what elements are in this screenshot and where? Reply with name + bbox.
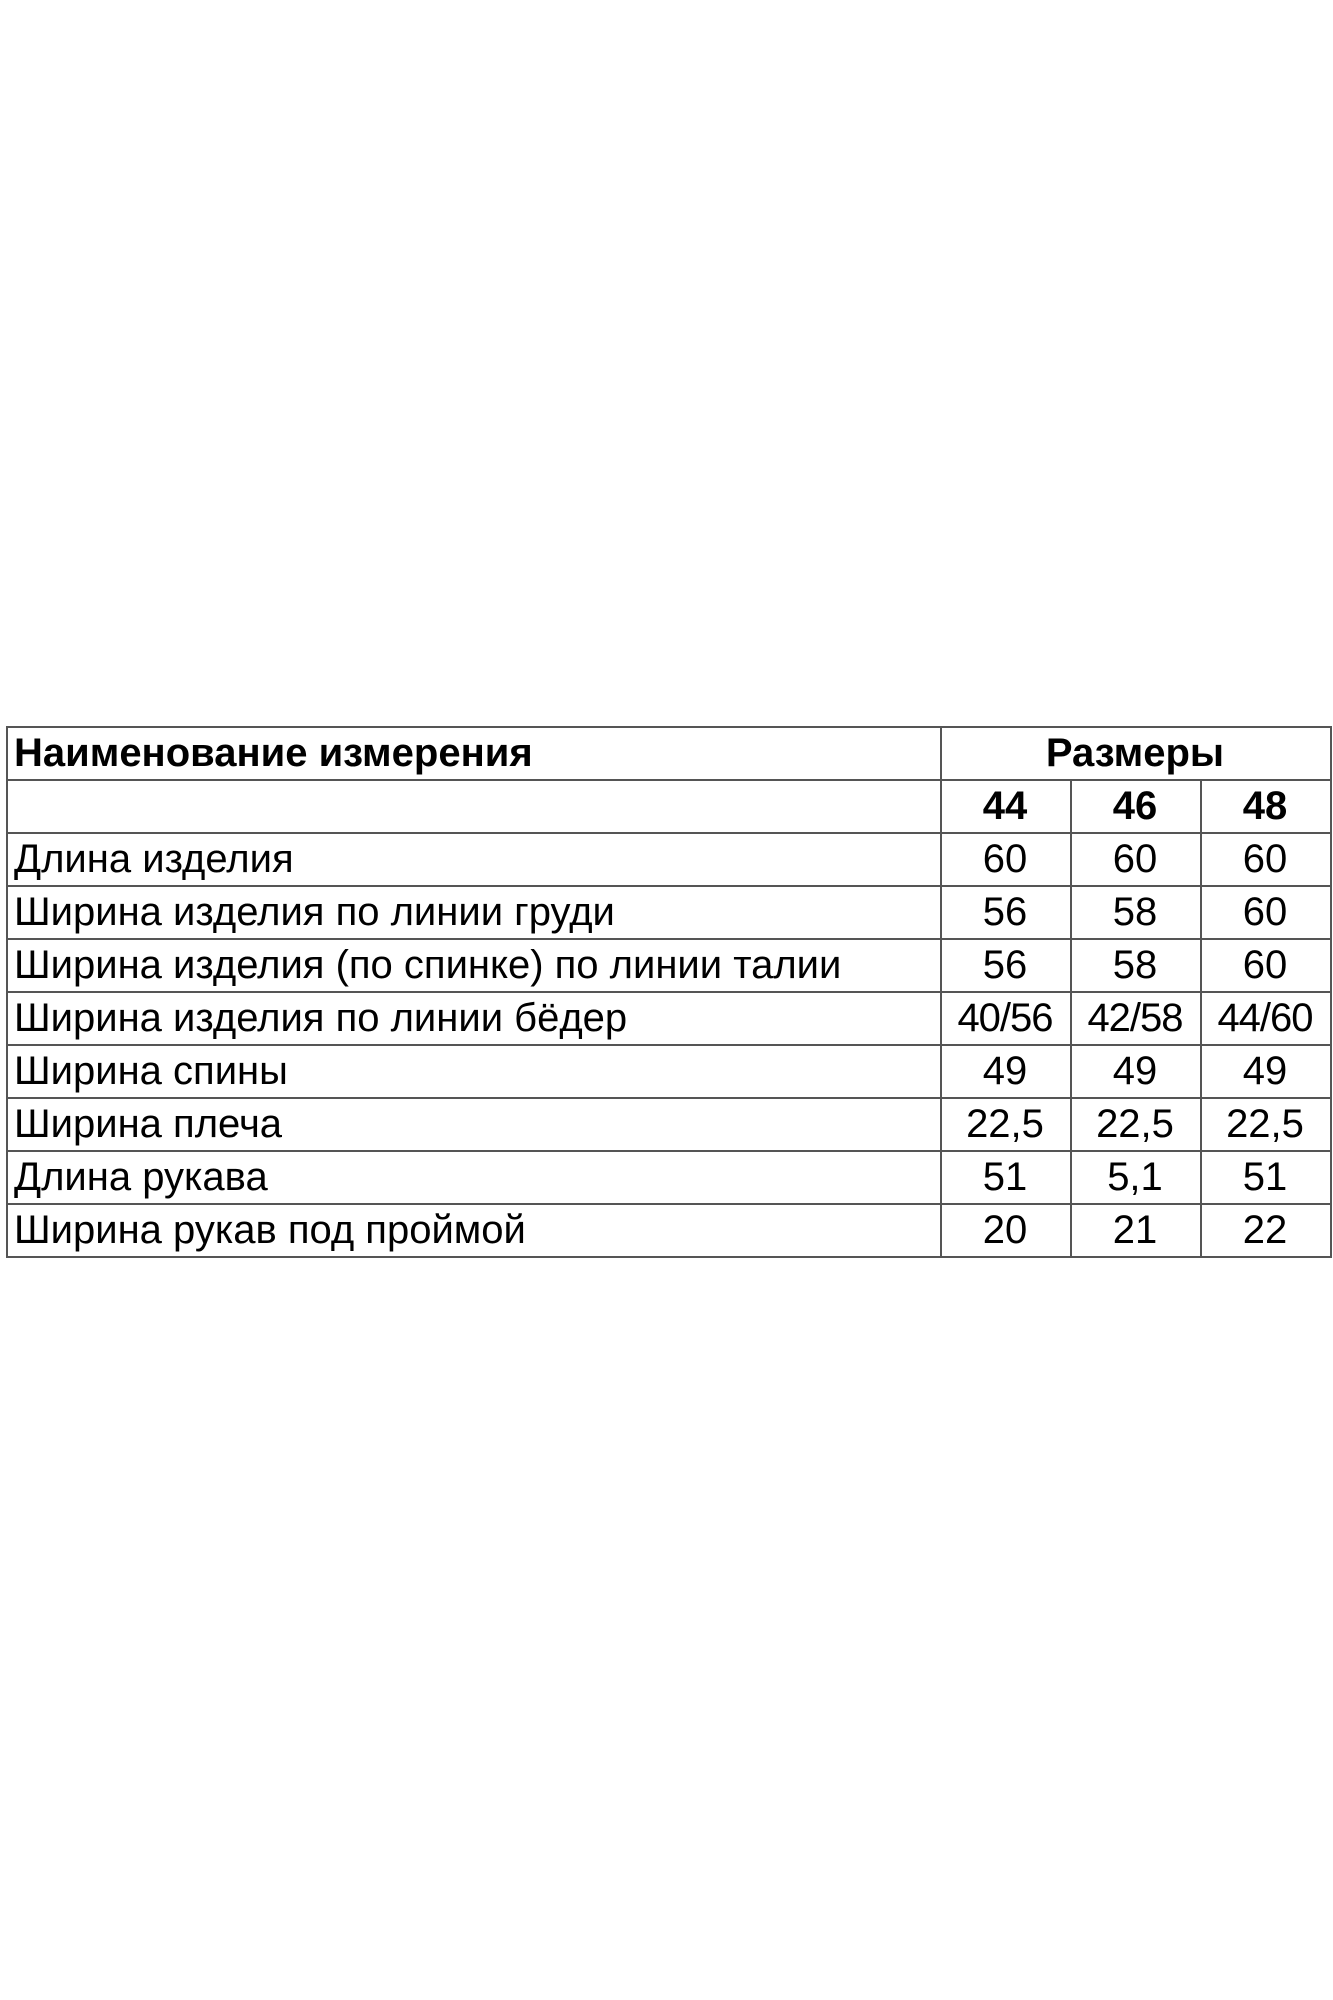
row-value: 5,1 xyxy=(1071,1151,1201,1204)
table-row xyxy=(7,1045,1331,1098)
row-value: 22 xyxy=(1201,1204,1331,1257)
row-label: Длина рукава xyxy=(7,1151,941,1204)
row-value: 20 xyxy=(941,1204,1071,1257)
row-label: Ширина изделия по линии груди xyxy=(7,886,941,939)
row-value: 56 xyxy=(941,939,1071,992)
row-value: 60 xyxy=(1201,833,1331,886)
row-label: Ширина плеча xyxy=(7,1098,941,1151)
row-label: Ширина спины xyxy=(7,1045,941,1098)
empty-cell xyxy=(7,780,941,833)
table-row xyxy=(7,1151,1331,1204)
row-value: 51 xyxy=(941,1151,1071,1204)
row-label: Ширина изделия (по спинке) по линии талии xyxy=(7,939,941,992)
row-value: 40/56 xyxy=(941,992,1071,1045)
table-row xyxy=(7,939,1331,992)
row-value: 60 xyxy=(1201,886,1331,939)
table-row xyxy=(7,1204,1331,1257)
row-label: Ширина изделия по линии бёдер xyxy=(7,992,941,1045)
size-48-header: 48 xyxy=(1201,780,1331,833)
table-row xyxy=(7,833,1331,886)
size-46-header: 46 xyxy=(1071,780,1201,833)
row-value: 22,5 xyxy=(941,1098,1071,1151)
row-value: 60 xyxy=(1071,833,1201,886)
header-row xyxy=(7,727,1331,780)
table-row xyxy=(7,886,1331,939)
table-row xyxy=(7,1098,1331,1151)
row-label: Ширина рукав под проймой xyxy=(7,1204,941,1257)
row-value: 60 xyxy=(1201,939,1331,992)
table-row xyxy=(7,992,1331,1045)
sizes-header: Размеры xyxy=(941,727,1331,780)
row-value: 42/58 xyxy=(1071,992,1201,1045)
row-value: 56 xyxy=(941,886,1071,939)
row-value: 21 xyxy=(1071,1204,1201,1257)
row-value: 51 xyxy=(1201,1151,1331,1204)
size-chart-table xyxy=(6,726,1332,1258)
row-value: 22,5 xyxy=(1201,1098,1331,1151)
row-label: Длина изделия xyxy=(7,833,941,886)
size-numbers-row xyxy=(7,780,1331,833)
row-value: 22,5 xyxy=(1071,1098,1201,1151)
row-value: 49 xyxy=(941,1045,1071,1098)
size-44-header: 44 xyxy=(941,780,1071,833)
row-value: 49 xyxy=(1201,1045,1331,1098)
row-value: 44/60 xyxy=(1201,992,1331,1045)
row-value: 60 xyxy=(941,833,1071,886)
row-value: 49 xyxy=(1071,1045,1201,1098)
measurement-name-header: Наименование измерения xyxy=(7,727,941,780)
row-value: 58 xyxy=(1071,939,1201,992)
row-value: 58 xyxy=(1071,886,1201,939)
